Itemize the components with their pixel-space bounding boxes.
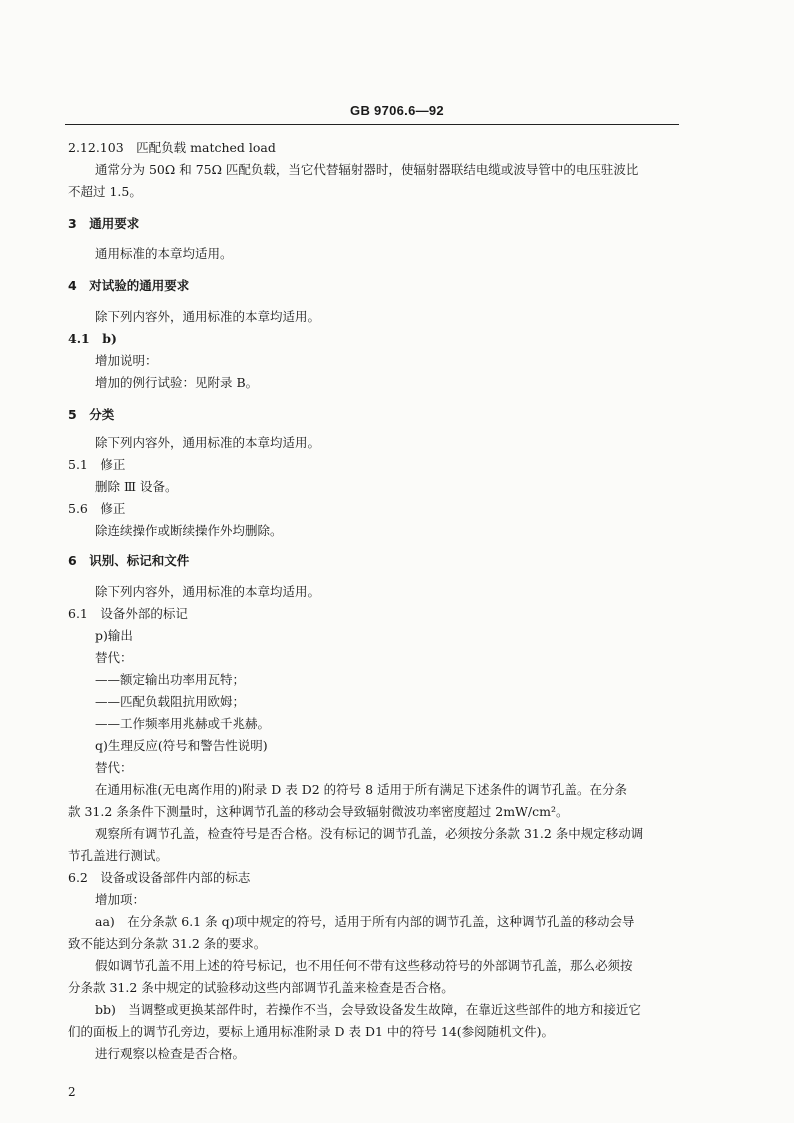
paragraph-line: 增加的例行试验：见附录 B。 [95, 375, 259, 390]
paragraph-line: 致不能达到分条款 31.2 条的要求。 [68, 936, 267, 951]
paragraph-line: 替代： [95, 650, 133, 665]
paragraph-line: 增加说明： [95, 353, 158, 368]
paragraph-line: 进行观察以检查是否合格。 [95, 1046, 246, 1061]
clause-6-1-heading: 6.1 设备外部的标记 [68, 606, 188, 621]
paragraph-line: 删除 Ⅲ 设备。 [95, 479, 178, 494]
item-aa-line: aa) 在分条款 6.1 条 q)项中规定的符号，适用于所有内部的调节孔盖，这种调节孔盖的移动会导 [95, 914, 635, 929]
page-number: 2 [68, 1085, 76, 1099]
dash-list-item: ——额定输出功率用瓦特； [95, 672, 246, 687]
section-4-heading: 4 对试验的通用要求 [68, 278, 190, 293]
paragraph-line: 在通用标准(无电离作用的)附录 D 表 D2 的符号 8 适用于所有满足下述条件的调节孔盖。在分条 [95, 782, 628, 797]
paragraph-line: 假如调节孔盖不用上述的符号标记，也不用任何不带有这些移动符号的外部调节孔盖，那么必须按 [95, 958, 633, 973]
paragraph-line: 款 31.2 条条件下测量时，这种调节孔盖的移动会导致辐射微波功率密度超过 2mW/cm²。 [68, 804, 569, 819]
paragraph-line: 除下列内容外，通用标准的本章均适用。 [95, 584, 321, 599]
paragraph-line: 除下列内容外，通用标准的本章均适用。 [95, 435, 321, 450]
paragraph-line: 观察所有调节孔盖，检查符号是否合格。没有标记的调节孔盖，必须按分条款 31.2 条中规定移动调 [95, 826, 644, 841]
clause-5-6-heading: 5.6 修正 [68, 501, 126, 516]
item-q-heading: q)生理反应(符号和警告性说明) [95, 738, 268, 753]
paragraph-line: 增加项： [95, 892, 146, 907]
clause-2-12-103-heading: 2.12.103 匹配负载 matched load [68, 140, 276, 155]
paragraph-line: 节孔盖进行测试。 [68, 848, 169, 863]
running-header: GB 9706.6—92 [350, 103, 444, 118]
section-5-heading: 5 分类 [68, 407, 115, 422]
item-p-heading: p)输出 [95, 628, 133, 643]
dash-list-item: ——工作频率用兆赫或千兆赫。 [95, 716, 271, 731]
paragraph-line: 除下列内容外，通用标准的本章均适用。 [95, 309, 321, 324]
clause-5-1-heading: 5.1 修正 [68, 457, 126, 472]
paragraph-line: 分条款 31.2 条中规定的试验移动这些内部调节孔盖来检查是否合格。 [68, 980, 454, 995]
paragraph-line: 通用标准的本章均适用。 [95, 246, 233, 261]
clause-6-2-heading: 6.2 设备或设备部件内部的标志 [68, 870, 251, 885]
section-3-heading: 3 通用要求 [68, 216, 140, 231]
section-6-heading: 6 识别、标记和文件 [68, 553, 190, 568]
paragraph-line: 们的面板上的调节孔旁边，要标上通用标准附录 D 表 D1 中的符号 14(参阅随机文件)。 [68, 1024, 555, 1039]
clause-4-1-heading: 4.1 b) [68, 331, 117, 346]
paragraph-line: 替代： [95, 760, 133, 775]
header-rule [65, 124, 679, 125]
paragraph-line: 通常分为 50Ω 和 75Ω 匹配负载，当它代替辐射器时，使辐射器联结电缆或波导管中的电压驻波比 [95, 162, 639, 177]
item-bb-line: bb) 当调整或更换某部件时，若操作不当，会导致设备发生故障，在靠近这些部件的地方和接近它 [95, 1002, 641, 1017]
paragraph-line: 不超过 1.5。 [68, 184, 142, 199]
dash-list-item: ——匹配负载阻抗用欧姆； [95, 694, 246, 709]
paragraph-line: 除连续操作或断续操作外均删除。 [95, 523, 283, 538]
